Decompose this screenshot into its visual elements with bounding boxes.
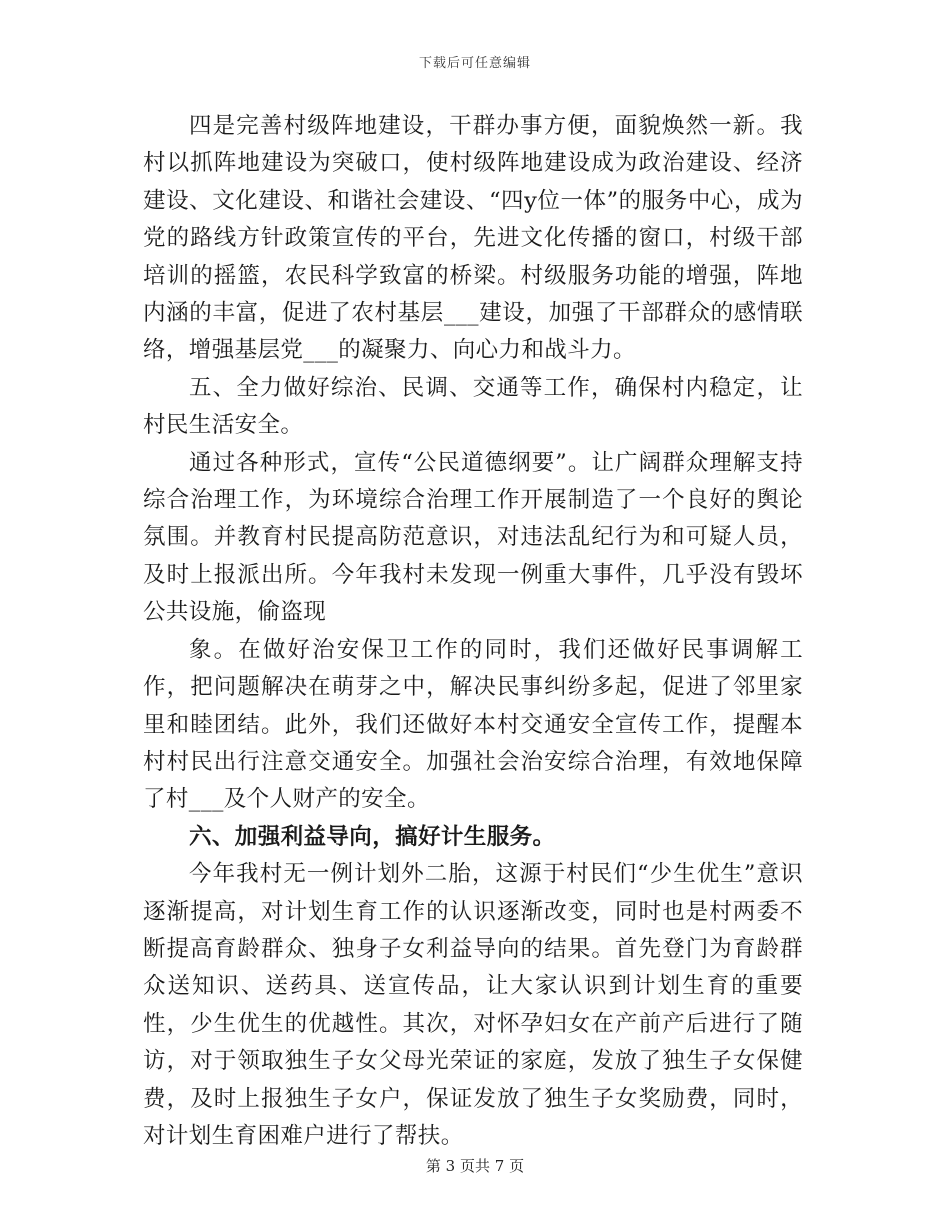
section-six-heading: 六、加强利益导向，搞好计生服务。: [189, 823, 556, 850]
header-note: 下载后可任意编辑: [418, 56, 531, 71]
paragraph-family-planning: 今年我村无一例计划外二胎，这源于村民们“少生优生”意识逐渐提高，对计划生育工作的认识逐渐改变，同时也是村两委不断提高育龄群众、独身子女利益导向的结果。首先登门为育龄群众送知识、送药具、送宣传品，让大家认识到计划生育的重要性，少生优生的优越性。其次，对怀孕妇女在产前产后进行了随访，对于领取独生子女父母光荣证的家庭，发放了独生子女保健费，及时上报独生子女户，保证发放了独生子女奖励费，同时，对计划生育困难户进行了帮扶。: [143, 861, 803, 1149]
paragraph-section-five-heading: 五、全力做好综治、民调、交通等工作，确保村内稳定，让村民生活安全。: [143, 374, 803, 439]
paragraph-village-position-building: 四是完善村级阵地建设，干群办事方便，面貌焕然一新。我村以抓阵地建设为突破口，使村级阵地建设成为政治建设、经济建设、文化建设、和谐社会建设、“四y位一体”的服务中心，成为党的路线方针政策宣传的平台，先进文化传播的窗口，村级干部培训的摇篮，农民科学致富的桥梁。村级服务功能的增强，阵地内涵的丰富，促进了农村基层___建设，加强了干部群众的感情联络，增强基层党___的凝聚力、向心力和战斗力。: [143, 113, 803, 364]
document-body: [143, 108, 803, 1155]
paragraph-civil-mediation: 象。在做好治安保卫工作的同时，我们还做好民事调解工作，把问题解决在萌芽之中，解决民事纠纷多起，促进了邻里家里和睦团结。此外，我们还做好本村交通安全宣传工作，提醒本村村民出行注意交通安全。加强社会治安综合治理，有效地保障了村___及个人财产的安全。: [143, 636, 803, 813]
page-number: 第 3 页共 7 页: [425, 1157, 525, 1175]
paragraph-moral-outline-publicity: 通过各种形式，宣传“公民道德纲要”。让广阔群众理解支持综合治理工作，为环境综合治理工作开展制造了一个良好的舆论氛围。并教育村民提高防范意识，对违法乱纪行为和可疑人员，及时上报派出所。今年我村未发现一例重大事件，几乎没有毁坏公共设施，偷盗现: [143, 449, 803, 626]
